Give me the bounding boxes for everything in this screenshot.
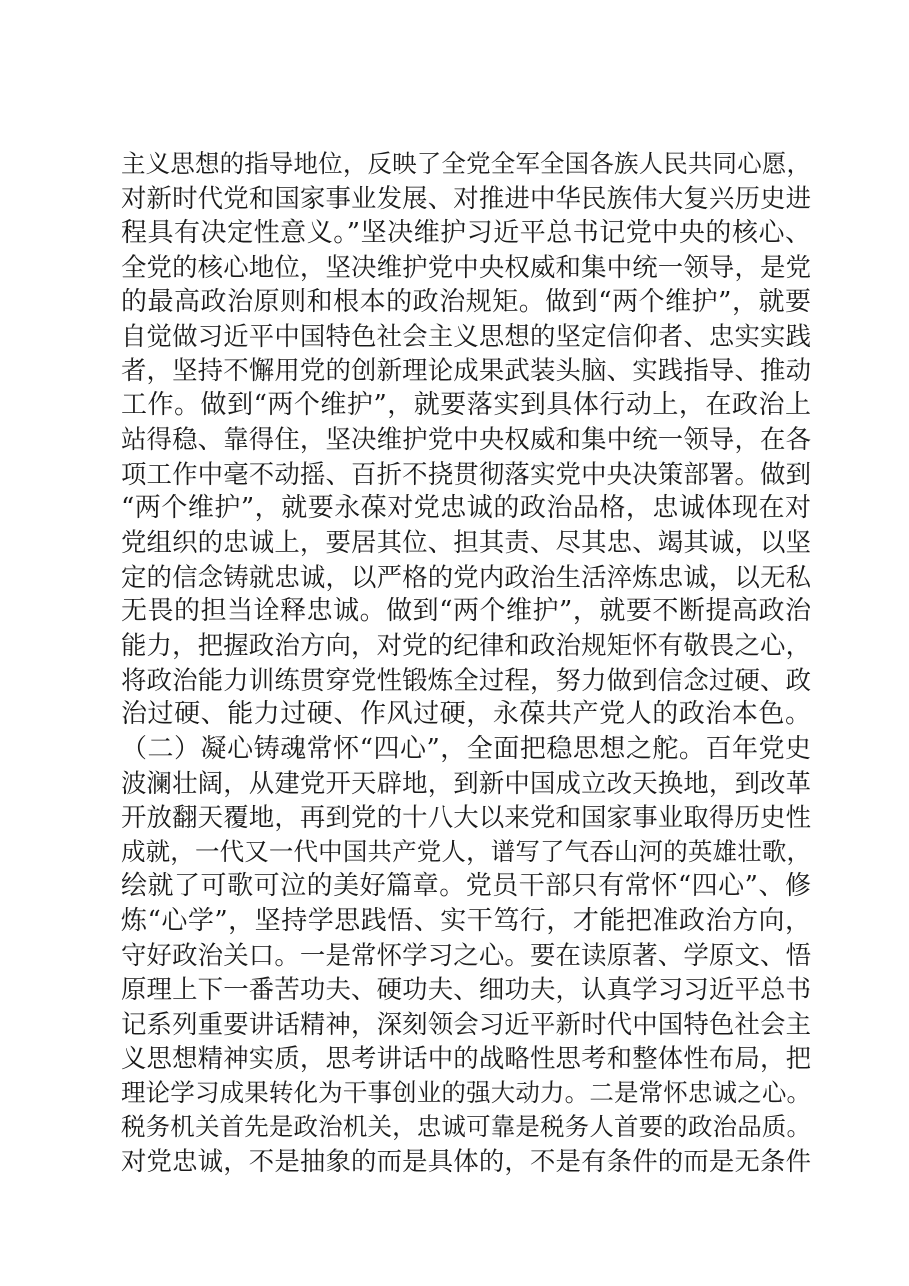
text-line: 将政治能力训练贯穿党性锻炼全过程，努力做到信念过硬、政 xyxy=(121,664,811,695)
text-line: 能力，把握政治方向，对党的纪律和政治规矩怀有敬畏之心， xyxy=(121,630,811,661)
text-line: 全党的核心地位，坚决维护党中央权威和集中统一领导，是党 xyxy=(121,252,811,283)
text-line: 对新时代党和国家事业发展、对推进中华民族伟大复兴历史进 xyxy=(121,183,811,214)
text-line: 守好政治关口。一是常怀学习之心。要在读原著、学原文、悟 xyxy=(121,939,811,970)
text-line: 炼“心学”，坚持学思践悟、实干笃行，才能把准政治方向， xyxy=(121,905,811,936)
text-line: 工作。做到“两个维护”，就要落实到具体行动上，在政治上 xyxy=(121,389,811,420)
text-line: 绘就了可歌可泣的美好篇章。党员干部只有常怀“四心”、修 xyxy=(121,871,811,902)
text-line: 项工作中毫不动摇、百折不挠贯彻落实党中央决策部署。做到 xyxy=(121,458,811,489)
text-line: 义思想精神实质，思考讲话中的战略性思考和整体性布局，把 xyxy=(121,1043,811,1074)
text-line: 站得稳、靠得住，坚决维护党中央权威和集中统一领导，在各 xyxy=(121,424,811,455)
text-line: 记系列重要讲话精神，深刻领会习近平新时代中国特色社会主 xyxy=(121,1008,811,1039)
section-heading-line: （二）凝心铸魂常怀“四心”，全面把稳思想之舵。百年党史 xyxy=(121,733,811,764)
text-line: 波澜壮阔，从建党开天辟地，到新中国成立改天换地，到改革 xyxy=(121,768,811,799)
text-line: “两个维护”，就要永葆对党忠诚的政治品格，忠诚体现在对 xyxy=(121,492,811,523)
text-line: 原理上下一番苦功夫、硬功夫、细功夫，认真学习习近平总书 xyxy=(121,974,811,1005)
text-line: 自觉做习近平中国特色社会主义思想的坚定信仰者、忠实实践 xyxy=(121,320,811,351)
text-line: 理论学习成果转化为干事创业的强大动力。二是常怀忠诚之心。 xyxy=(121,1077,811,1107)
text-line: 对党忠诚，不是抽象的而是具体的，不是有条件的而是无条件 xyxy=(121,1146,811,1177)
text-line: 治过硬、能力过硬、作风过硬，永葆共产党人的政治本色。 xyxy=(121,699,811,730)
text-line: 的最高政治原则和根本的政治规矩。做到“两个维护”，就要 xyxy=(121,286,811,317)
text-line: 程具有决定性意义。”坚决维护习近平总书记党中央的核心、 xyxy=(121,217,811,248)
text-line: 无畏的担当诠释忠诚。做到“两个维护”，就要不断提高政治 xyxy=(121,596,811,627)
text-line: 定的信念铸就忠诚，以严格的党内政治生活淬炼忠诚，以无私 xyxy=(121,561,811,592)
text-line: 党组织的忠诚上，要居其位、担其责、尽其忠、竭其诚，以坚 xyxy=(121,527,811,558)
body-text xyxy=(121,147,811,1179)
text-line: 主义思想的指导地位，反映了全党全军全国各族人民共同心愿， xyxy=(121,149,811,178)
text-line: 税务机关首先是政治机关，忠诚可靠是税务人首要的政治品质。 xyxy=(121,1111,811,1141)
text-line: 者，坚持不懈用党的创新理论成果武装头脑、实践指导、推动 xyxy=(121,355,811,386)
text-line: 成就，一代又一代中国共产党人，谱写了气吞山河的英雄壮歌， xyxy=(121,836,811,866)
text-line: 开放翻天覆地，再到党的十八大以来党和国家事业取得历史性 xyxy=(121,802,811,833)
